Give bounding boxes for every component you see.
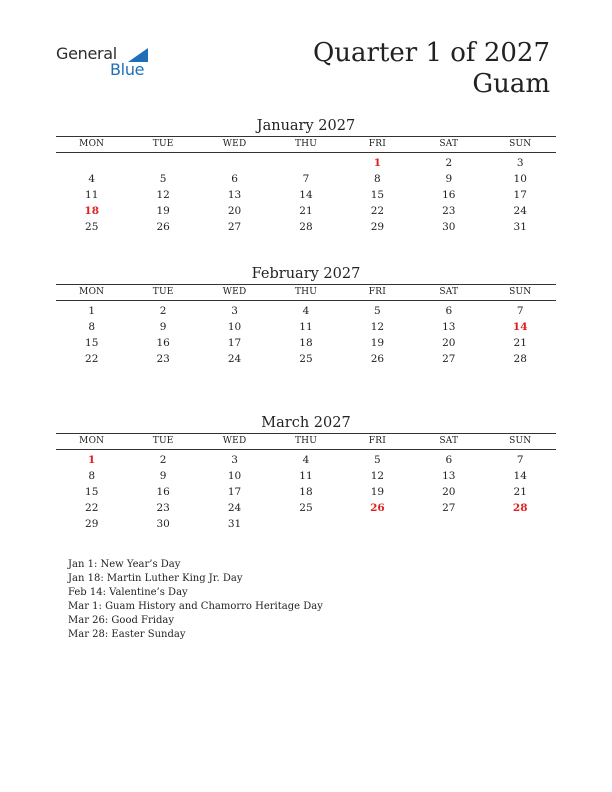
weekday-label: MON [79, 436, 105, 446]
date-cell [413, 516, 484, 532]
weekday-label: TUE [152, 436, 174, 446]
date-cell: 7 [516, 454, 524, 466]
date-cell: 9 [159, 321, 167, 333]
date-cell: 28 [299, 221, 313, 233]
date-cell: 16 [156, 486, 170, 498]
date-cell: 30 [442, 221, 456, 233]
date-cell: 22 [85, 502, 99, 514]
month-january [56, 116, 556, 235]
holiday-list-item: Mar 26: Good Friday [68, 615, 174, 626]
weekday-label: SUN [509, 287, 532, 297]
date-cell: 27 [442, 353, 456, 365]
date-cell: 6 [445, 305, 453, 317]
date-cell: 21 [299, 205, 313, 217]
date-cell: 13 [442, 470, 456, 482]
weekday-label: SAT [439, 139, 459, 149]
date-cell: 27 [227, 221, 242, 233]
weekday-label: WED [222, 436, 247, 446]
date-cell [56, 155, 127, 171]
month-title: March 2027 [261, 415, 351, 431]
date-cell: 3 [231, 454, 238, 466]
week-row [56, 516, 556, 532]
weekday-label: FRI [368, 436, 386, 446]
generalblue-logo [56, 44, 166, 80]
weekday-label: SAT [439, 436, 459, 446]
date-cell: 25 [299, 502, 313, 514]
date-cell: 11 [85, 189, 99, 201]
date-cell [270, 155, 341, 171]
date-cell: 19 [370, 486, 385, 498]
weekday-header-row [56, 137, 556, 153]
date-cell: 11 [299, 321, 313, 333]
weekday-label: TUE [152, 139, 174, 149]
date-cell: 15 [85, 337, 99, 349]
date-cell: 14 [513, 470, 527, 482]
calendar-grid [56, 284, 556, 367]
date-cell: 19 [156, 205, 170, 217]
holiday-date-cell: 1 [373, 157, 382, 169]
date-cell: 24 [227, 353, 242, 365]
date-cell: 23 [156, 353, 170, 365]
holiday-list-item: Jan 1: New Year’s Day [68, 559, 181, 570]
date-cell: 20 [442, 486, 456, 498]
date-cell: 29 [85, 518, 99, 530]
date-cell: 18 [299, 337, 313, 349]
date-cell: 5 [159, 173, 167, 185]
date-cell [127, 155, 198, 171]
title-country: Guam [472, 69, 550, 99]
date-cell: 9 [159, 470, 167, 482]
date-cell: 16 [156, 337, 170, 349]
week-row [56, 187, 556, 203]
date-cell: 3 [516, 157, 524, 169]
holiday-list-item: Feb 14: Valentine’s Day [68, 587, 188, 598]
date-cell: 6 [445, 454, 453, 466]
date-cell: 5 [374, 454, 381, 466]
date-cell: 12 [156, 189, 170, 201]
holiday-date-cell: 18 [84, 205, 100, 217]
date-cell: 12 [370, 470, 385, 482]
weekday-label: SAT [439, 287, 459, 297]
date-cell: 19 [370, 337, 385, 349]
date-cell: 12 [370, 321, 385, 333]
date-cell: 22 [370, 205, 385, 217]
holiday-list-item: Mar 28: Easter Sunday [68, 629, 186, 640]
week-row [56, 219, 556, 235]
date-cell [485, 516, 556, 532]
date-cell: 3 [231, 305, 238, 317]
holiday-list-item: Jan 18: Martin Luther King Jr. Day [68, 573, 243, 584]
weekday-label: MON [79, 287, 105, 297]
weekday-label: WED [222, 139, 247, 149]
date-cell [342, 516, 413, 532]
weekday-label: THU [294, 436, 317, 446]
date-cell: 11 [299, 470, 313, 482]
date-cell: 23 [156, 502, 170, 514]
holiday-date-cell: 26 [370, 502, 385, 514]
date-cell: 6 [231, 173, 238, 185]
week-row [56, 335, 556, 351]
date-cell [199, 155, 270, 171]
date-cell: 13 [442, 321, 456, 333]
date-cell: 17 [227, 486, 242, 498]
date-cell: 7 [516, 305, 524, 317]
date-cell: 10 [227, 470, 242, 482]
month-title: January 2027 [256, 118, 356, 134]
title-quarter: Quarter 1 of 2027 [312, 38, 550, 68]
date-cell: 25 [299, 353, 313, 365]
date-cell: 4 [302, 305, 310, 317]
date-cell [270, 516, 341, 532]
weekday-label: FRI [368, 139, 386, 149]
date-cell: 22 [85, 353, 99, 365]
week-row [56, 203, 556, 219]
date-cell: 8 [374, 173, 381, 185]
holiday-date-cell: 1 [88, 454, 96, 466]
date-cell: 18 [299, 486, 313, 498]
page-title [313, 38, 550, 100]
date-cell: 13 [227, 189, 242, 201]
holiday-list-item: Mar 1: Guam History and Chamorro Heritage Day [68, 601, 323, 612]
date-cell: 25 [85, 221, 99, 233]
week-row [56, 319, 556, 335]
date-cell: 4 [302, 454, 310, 466]
week-row [56, 468, 556, 484]
date-cell: 21 [513, 337, 527, 349]
date-cell: 20 [227, 205, 242, 217]
date-cell: 2 [159, 454, 167, 466]
month-march [56, 413, 556, 532]
date-cell: 2 [159, 305, 167, 317]
date-cell: 20 [442, 337, 456, 349]
date-cell: 8 [88, 470, 96, 482]
week-row [56, 155, 556, 171]
date-cell: 17 [513, 189, 527, 201]
weekday-label: WED [222, 287, 247, 297]
date-cell: 31 [227, 518, 242, 530]
date-cell: 8 [88, 321, 96, 333]
date-cell: 1 [88, 305, 96, 317]
weekday-label: THU [294, 287, 317, 297]
date-cell: 29 [370, 221, 385, 233]
weekday-label: THU [294, 139, 317, 149]
weekday-label: FRI [368, 287, 386, 297]
date-cell: 5 [374, 305, 381, 317]
date-cell: 7 [302, 173, 310, 185]
date-cell: 10 [227, 321, 242, 333]
weekday-header-row [56, 434, 556, 450]
date-cell: 15 [370, 189, 385, 201]
week-row [56, 303, 556, 319]
date-cell: 4 [88, 173, 96, 185]
month-title: February 2027 [251, 266, 361, 282]
date-cell: 14 [299, 189, 313, 201]
date-cell: 2 [445, 157, 453, 169]
calendar-grid [56, 433, 556, 532]
date-cell: 15 [85, 486, 99, 498]
date-cell: 9 [445, 173, 453, 185]
date-cell: 24 [513, 205, 527, 217]
date-cell: 21 [513, 486, 527, 498]
date-cell: 16 [442, 189, 456, 201]
holiday-date-cell: 28 [512, 502, 528, 514]
logo-word-general: General [56, 44, 117, 63]
date-cell: 27 [442, 502, 456, 514]
week-row [56, 484, 556, 500]
date-cell: 30 [156, 518, 170, 530]
weekday-header-row [56, 285, 556, 301]
week-row [56, 171, 556, 187]
weekday-label: SUN [509, 139, 532, 149]
date-cell: 24 [227, 502, 242, 514]
weekday-label: MON [79, 139, 105, 149]
holiday-list [68, 558, 323, 642]
week-row [56, 351, 556, 367]
weekday-label: SUN [509, 436, 532, 446]
weekday-label: TUE [152, 287, 174, 297]
month-february [56, 264, 556, 367]
date-cell: 26 [156, 221, 170, 233]
holiday-date-cell: 14 [512, 321, 528, 333]
logo-word-blue: Blue [110, 60, 145, 79]
date-cell: 17 [227, 337, 242, 349]
date-cell: 26 [370, 353, 385, 365]
date-cell: 31 [513, 221, 527, 233]
week-row [56, 500, 556, 516]
date-cell: 28 [513, 353, 527, 365]
date-cell: 23 [442, 205, 456, 217]
week-row [56, 452, 556, 468]
date-cell: 10 [513, 173, 527, 185]
calendar-grid [56, 136, 556, 235]
